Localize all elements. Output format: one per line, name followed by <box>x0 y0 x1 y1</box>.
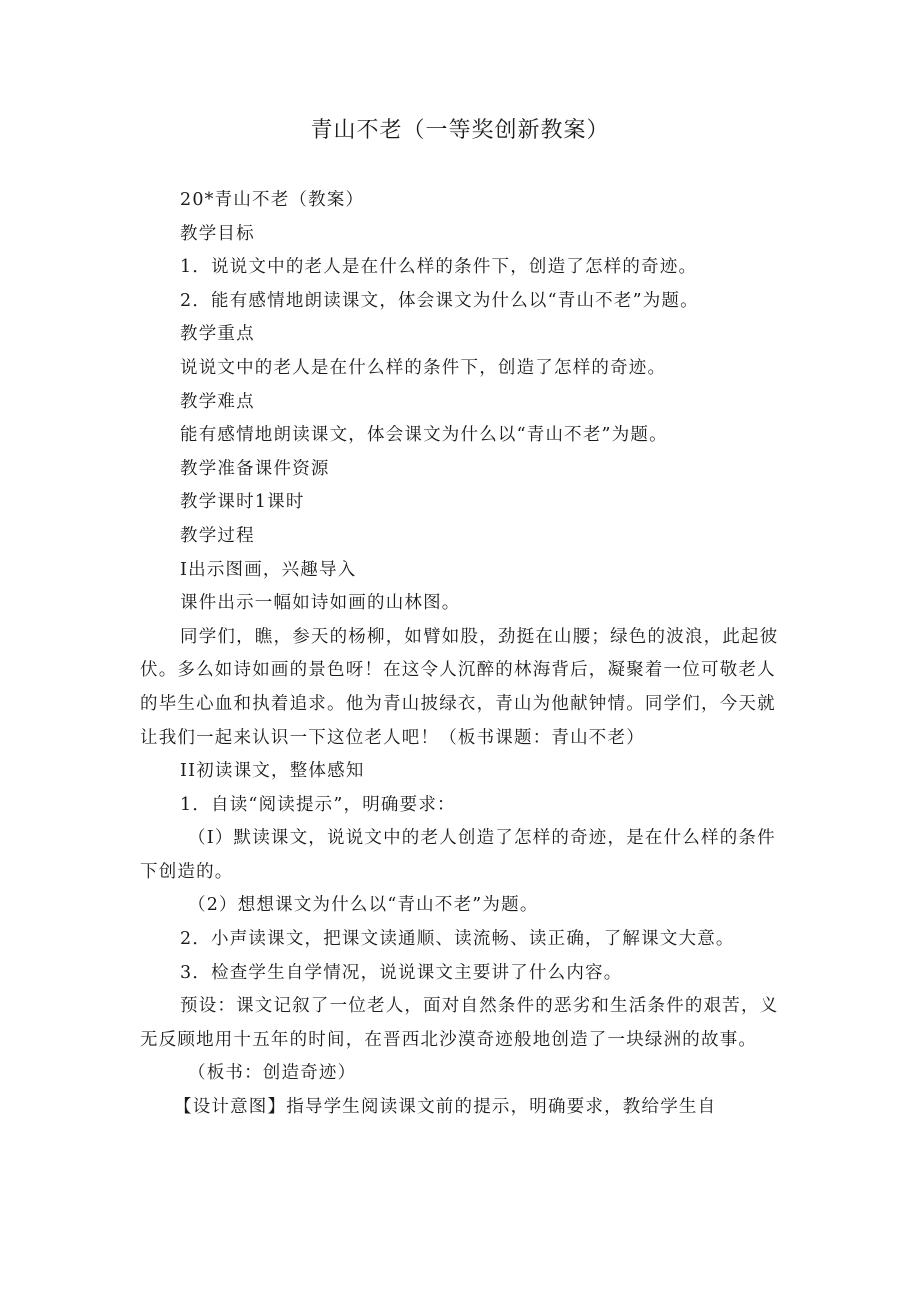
section-heading-difficulties: 教学难点 <box>180 391 255 412</box>
document-title: 青山不老（一等奖创新教案） <box>310 118 610 143</box>
board-note: （板书：创造奇迹） <box>188 1063 357 1084</box>
step-2-subitem-2: （2）想想课文为什么以“青山不老”为题。 <box>188 895 539 916</box>
preset-answer: 预设：课文记叙了一位老人，面对自然条件的恶劣和生活条件的艰苦，义无反顾地用十五年的时间，在晋西北沙漠奇迹般地创造了一块绿洲的故事。 <box>140 996 779 1050</box>
difficulty-text: 能有感情地朗读课文，体会课文为什么以“青山不老”为题。 <box>180 425 668 446</box>
objective-item-2: 2．能有感情地朗读课文，体会课文为什么以“青山不老”为题。 <box>180 290 699 311</box>
step-2-item-3: 3．检查学生自学情况，说说课文主要讲了什么内容。 <box>180 962 623 983</box>
key-point-text: 说说文中的老人是在什么样的条件下，创造了怎样的奇迹。 <box>180 357 667 378</box>
step-2-item-2: 2．小声读课文，把课文读通顺、读流畅、读正确，了解课文大意。 <box>180 929 735 950</box>
step-heading-1: Ⅰ出示图画，兴趣导入 <box>180 559 357 580</box>
objective-item-1: 1．说说文中的老人是在什么样的条件下，创造了怎样的奇迹。 <box>180 257 698 278</box>
step-2-item-1: 1．自读“阅读提示”，明确要求： <box>180 794 456 815</box>
preparation-text: 教学准备课件资源 <box>180 458 330 479</box>
step-1-paragraph: 同学们，瞧，参天的杨柳，如臂如股，劲挺在山腰；绿色的波浪，此起彼伏。多么如诗如画的景色呀！在这令人沉醉的林海背后，凝聚着一位可敬老人的毕生心血和执着追求。他为青山披绿衣，青山为他献钟情。同学们，今天就让我们一起来认识一下这位老人吧！（板书课题：青山不老） <box>140 626 779 748</box>
section-heading-process: 教学过程 <box>180 525 255 546</box>
step-1-intro: 课件出示一幅如诗如画的山林图。 <box>180 593 461 614</box>
section-heading-key-points: 教学重点 <box>180 324 255 345</box>
document-body <box>140 184 790 1125</box>
class-hours-text: 教学课时1课时 <box>180 492 305 513</box>
lesson-heading: 20*青山不老（教案） <box>180 190 365 210</box>
section-heading-objectives: 教学目标 <box>180 223 255 244</box>
design-intent: 【设计意图】指导学生阅读课文前的提示，明确要求，教给学生自 <box>174 1097 717 1118</box>
step-heading-2: II初读课文，整体感知 <box>180 761 365 782</box>
step-2-subitem-1: （I）默读课文，说说文中的老人创造了怎样的奇迹，是在什么样的条件下创造的。 <box>140 828 776 882</box>
